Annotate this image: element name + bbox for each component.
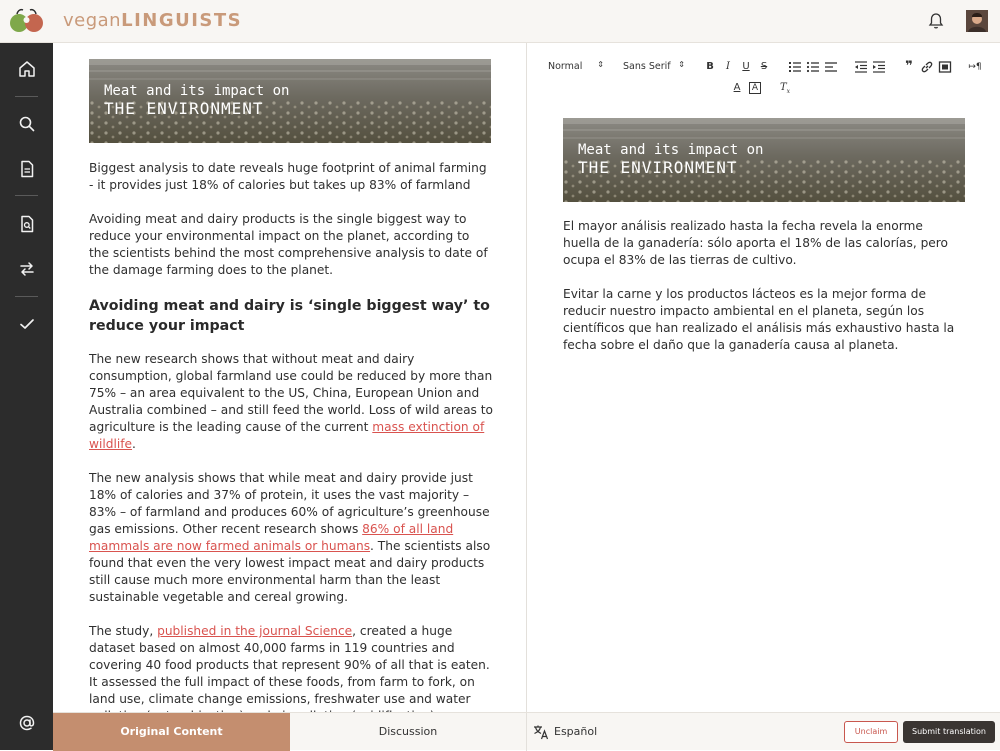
select-value: Normal — [548, 61, 583, 72]
document-icon[interactable] — [17, 159, 37, 179]
paragraph-text: The study, — [89, 624, 158, 638]
paragraph-text: . — [132, 437, 136, 451]
tab-discussion[interactable]: Discussion — [290, 713, 527, 751]
link-mass-extinction[interactable]: mass extinction of wildlife — [89, 420, 485, 451]
article-heading: Avoiding meat and dairy is ‘single biggest way’ to reduce your impact — [89, 298, 490, 334]
ordered-list-icon[interactable] — [788, 60, 802, 74]
original-content-pane[interactable] — [53, 43, 527, 712]
underline-icon[interactable]: U — [742, 61, 750, 72]
select-caret-icon: ⇕ — [678, 60, 685, 69]
paragraph-text: The new research shows that without meat and dairy consumption, global farmland use could be reduced by more than 75% – an area equivalent to the US, China, European Union and Australia combined – and still feed the world. Loss of wild areas to agriculture is the leading cause of the current — [89, 352, 493, 434]
original-article — [89, 160, 493, 742]
check-icon[interactable] — [17, 314, 37, 334]
translation-editor-pane[interactable] — [528, 43, 1000, 712]
font-family-select[interactable] — [623, 61, 685, 72]
top-header — [0, 0, 1000, 43]
avatar[interactable] — [966, 10, 988, 32]
sidebar-divider — [15, 96, 38, 97]
link-icon[interactable] — [920, 60, 934, 74]
select-caret-icon: ⇕ — [597, 60, 604, 69]
clear-format-icon[interactable]: $T_x$ — [779, 82, 791, 95]
select-value: Sans Serif — [623, 61, 671, 72]
swap-icon[interactable] — [17, 259, 37, 279]
translation-paragraph[interactable]: Evitar la carne y los productos lácteos es la mejor forma de reducir nuestro impacto ambiental en el planeta, según los científicos que han realizado el análisis más exhaustivo hasta la fecha sobre el daño que la ganadería causa al planeta. — [563, 287, 955, 352]
article-paragraph — [89, 470, 493, 606]
paragraph-text: The new analysis shows that while meat and dairy provide just 18% of calories and 37% of protein, it uses the vast majority – 83% – of farmland and produces 60% of agriculture’s greenhouse gas emissions. Other recent research shows — [89, 471, 490, 536]
article-paragraph: Avoiding meat and dairy products is the single biggest way to reduce your environmental impact on the planet, according to the scientists behind the most comprehensive analysis to date of the damage farming does to the planet. — [89, 212, 488, 277]
article-paragraph — [89, 351, 493, 453]
search-icon[interactable] — [17, 114, 37, 134]
sidebar — [0, 43, 53, 750]
background-color-icon[interactable]: A — [748, 81, 762, 95]
editor-banner-image — [563, 118, 965, 202]
article-paragraph — [89, 623, 493, 725]
document-search-icon[interactable] — [17, 214, 37, 234]
font-color-icon[interactable]: A — [733, 82, 741, 93]
home-icon[interactable] — [17, 59, 37, 79]
align-left-icon[interactable] — [824, 60, 838, 74]
logo-light: vegan — [63, 10, 122, 31]
sidebar-divider — [15, 195, 38, 196]
at-sign-icon[interactable] — [17, 713, 37, 733]
text-direction-icon[interactable]: ↦¶ — [968, 62, 982, 72]
banner-title — [578, 142, 763, 176]
vegan-linguists-logo[interactable] — [7, 8, 47, 34]
target-language[interactable]: Español — [554, 725, 598, 738]
avatar-image — [966, 10, 988, 32]
app-logo-text[interactable] — [63, 10, 242, 31]
bold-icon[interactable]: B — [706, 61, 714, 72]
paragraph-style-select[interactable] — [548, 61, 604, 72]
strikethrough-icon[interactable]: S — [760, 61, 768, 72]
outdent-icon[interactable] — [854, 60, 868, 74]
tab-original-content[interactable]: Original Content — [53, 713, 290, 751]
image-icon[interactable] — [938, 60, 952, 74]
article-paragraph: Biggest analysis to date reveals huge footprint of animal farming - it provides just 18% of calories but takes up 83% of farmland — [89, 161, 487, 192]
translate-icon — [533, 724, 549, 740]
indent-icon[interactable] — [872, 60, 886, 74]
link-land-mammals[interactable]: 86% of all land mammals are now farmed animals or humans — [89, 522, 454, 553]
italic-icon[interactable]: I — [726, 61, 730, 72]
sidebar-divider — [15, 296, 38, 297]
submit-translation-button[interactable]: Submit translation — [903, 721, 995, 743]
paragraph-text: . The scientists also found that even the very lowest impact meat and dairy products still cause much more environmental harm than the least sustainable vegetable and cereal growing. — [89, 539, 491, 604]
unclaim-button[interactable]: Unclaim — [844, 721, 898, 743]
bullet-list-icon[interactable] — [806, 60, 820, 74]
article-banner-image — [89, 59, 491, 143]
banner-line-2: THE ENVIRONMENT — [578, 158, 738, 177]
banner-line-1: Meat and its impact on — [104, 83, 290, 99]
logo-bold: LINGUISTS — [121, 10, 243, 31]
bell-icon[interactable] — [928, 12, 944, 30]
blockquote-icon[interactable]: ❞ — [905, 59, 913, 74]
banner-title — [104, 83, 289, 117]
translation-paragraph[interactable]: El mayor análisis realizado hasta la fecha revela la enorme huella de la ganadería: sólo aporta el 18% de las calorías, pero ocupa el 83% de las tierras de cultivo. — [563, 219, 949, 267]
editor-toolbar — [528, 43, 1000, 99]
translation-text[interactable] — [563, 218, 958, 371]
paragraph-text: , created a huge dataset based on almost 40,000 farms in 119 countries and covering 40 food products that represent 90% of all that is eaten. It assessed the full impact of these foods, from farm to fork, on land use, climate change emissions, freshwater use and water — [89, 624, 490, 706]
bottom-bar — [53, 712, 1000, 750]
banner-line-2: THE ENVIRONMENT — [104, 99, 264, 118]
link-journal-science[interactable]: published in the journal Science — [157, 624, 353, 638]
banner-line-1: Meat and its impact on — [578, 142, 764, 158]
